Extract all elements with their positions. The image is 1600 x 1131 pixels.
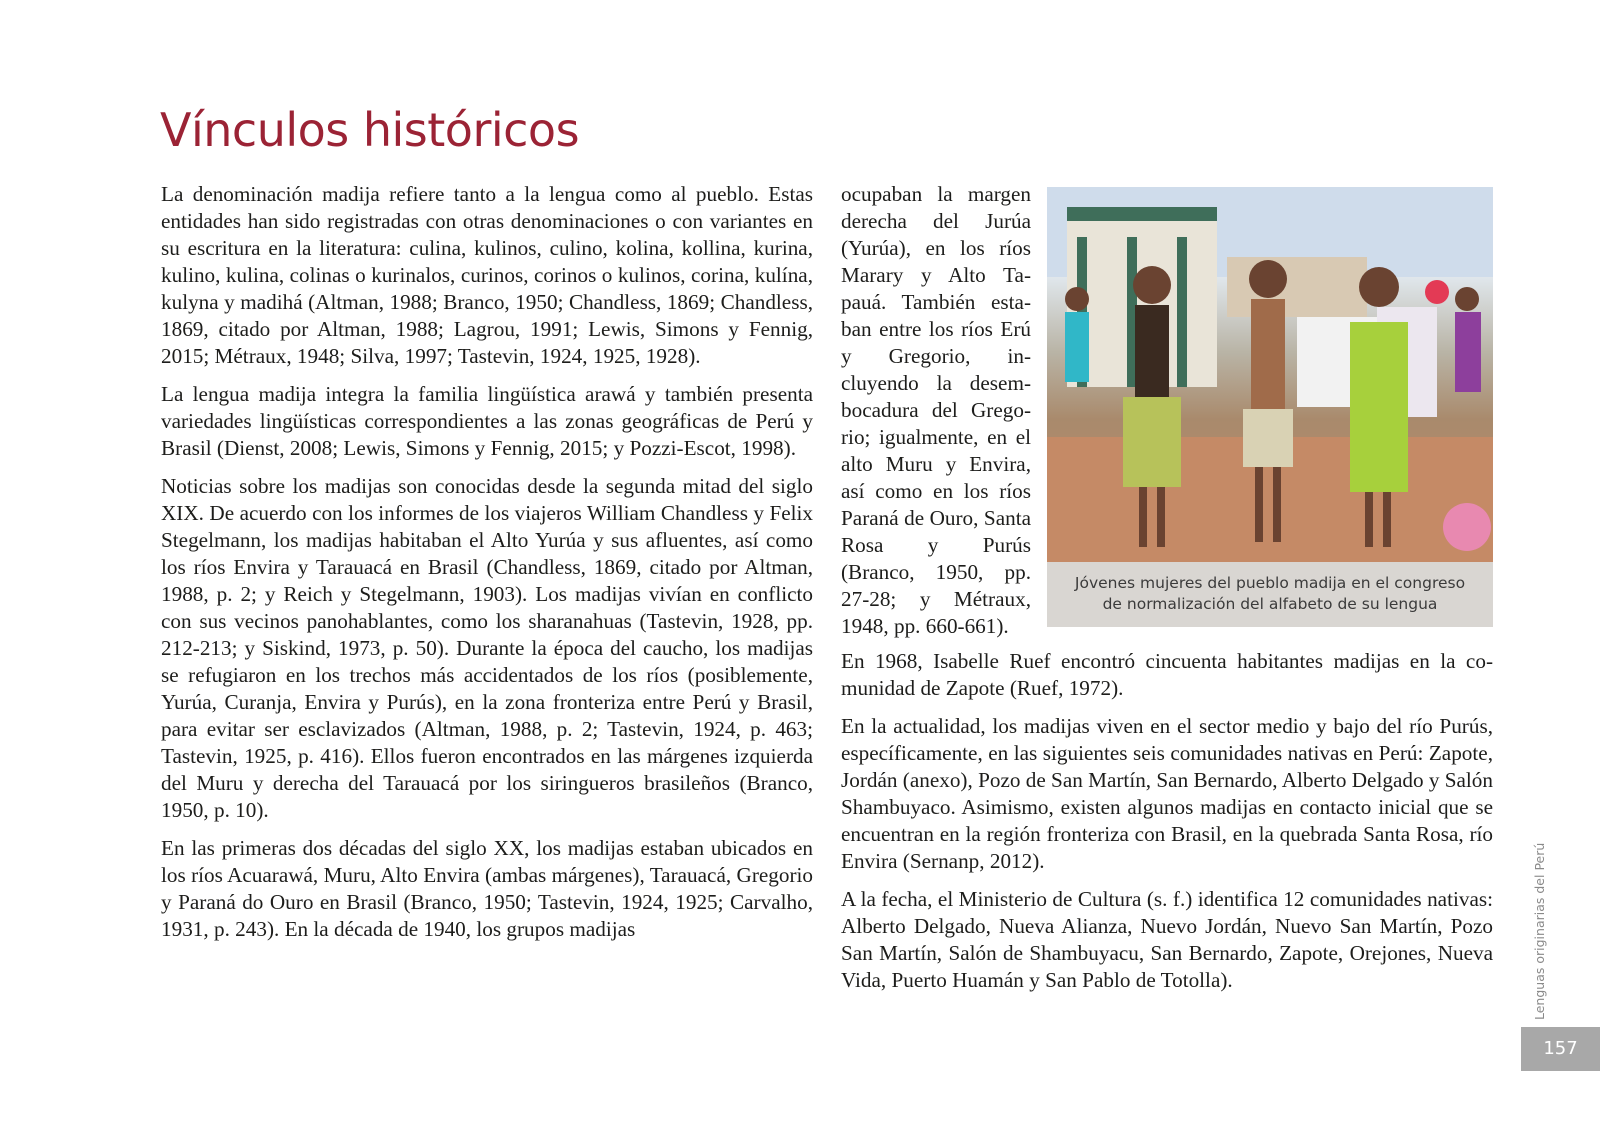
paragraph-primeras-decadas: En las primeras dos décadas del siglo XX, los madijas estaban ubicados en los ríos Acuarawá, Muru, Alto Envira (ambas márgenes), Tarauacá, Gregorio y Paraná do Ouro en Brasil (Branco, 1950; Tastevin, 1924, 1925; Carvalho, 1931, p. 243). En la década de 1940, los grupos madijas xyxy=(161,836,813,941)
right-text-column xyxy=(841,648,1493,1005)
paragraph-continuation: ocupaban la margen derecha del Jurúa (Yurúa), en los ríos Marary y Alto Tapauá. También estaban entre los ríos Erú y Gregorio, incluyendo la desembocadura del Gregorio; igualmente, en el alto Muru y Envira, así como en los ríos Paraná de Ouro, Santa Rosa y Purús (Branco, 1950, pp. 27-28; y Métraux, 1948, pp. 660-661). xyxy=(841,182,1031,638)
photo-figure xyxy=(1047,187,1493,627)
page-title: Vínculos históricos xyxy=(160,103,580,157)
caption-line-1: Jóvenes mujeres del pueblo madija en el congreso xyxy=(1074,574,1466,592)
paragraph-noticias: Noticias sobre los madijas son conocidas desde la segunda mitad del siglo XIX. De acuerdo con los informes de los viajeros William Chandless y Felix Stegelmann, los madijas habitaban el Alto Yurúa y sus afluentes, así como los ríos Envira y Tarauacá en Brasil (Chandless, 1869, citado por Altman, 1988, p. 2; y Reich y Stegelmann, 1903). Los madijas vivían en conflicto con sus vecinos panohablantes, como los sharanahuas (Tastevin, 1928, pp. 212-213; y Siskind, 1973, p. 50). Durante la época del caucho, los madijas se refugiaron en los trechos más accidentados de los ríos (posiblemente, Yurúa, Curanja, Envira y Purús), en la zona fronteriza entre Perú y Brasil, para evitar ser esclavizados (Altman, 1988, p. 2; Tastevin, 1924, p. 463; Tastevin, 1925, p. 416). Ellos fueron encontrados en las márgenes izquierda del Muru y derecha del Tarauacá por los siringueros brasileños (Branco, 1950, p. 10). xyxy=(161,474,813,822)
left-text-column xyxy=(161,181,813,954)
caption-line-2: de normalización del alfabeto de su lengua xyxy=(1102,595,1438,613)
photo-illustration xyxy=(1047,187,1493,562)
paragraph-denominacion: La denominación madija refiere tanto a la lengua como al pueblo. Estas entidades han sido registradas con otras denominaciones o con variantes en su escritura en la literatura: culina, kulinos, culino, kolina, kollina, kurina, kulino, kulina, colinas o kurinalos, curinos, corinos o kulinos, corina, kulína, kulyna y madihá (Altman, 1988; Branco, 1950; Chandless, 1869; Chandless, 1869, citado por Altman, 1988; Lagrou, 1991; Lewis, Simons y Fennig, 2015; Métraux, 1948; Silva, 1997; Tastevin, 1924, 1925, 1928). xyxy=(161,182,813,368)
narrow-text-column xyxy=(841,181,1031,651)
paragraph-ruef: En 1968, Isabelle Ruef encontró cincuenta habitantes madijas en la comunidad de Zapote (Ruef, 1972). xyxy=(841,649,1493,700)
photo-young-madija-women xyxy=(1047,187,1493,562)
page-number-badge: 157 xyxy=(1521,1027,1600,1071)
paragraph-actualidad: En la actualidad, los madijas viven en el sector medio y bajo del río Purús, específicamente, en las siguientes seis comunidades nativas en Perú: Zapote, Jordán (anexo), Pozo de San Martín, San Bernardo, Alberto Delgado y Salón Shambuyaco. Asimismo, existen algunos madijas en contacto inicial que se encuentran en la región fronteriza con Brasil, en la quebrada Santa Rosa, río Envira (Sernanp, 2012). xyxy=(841,714,1493,873)
running-header-vertical: Lenguas originarias del Perú xyxy=(1532,842,1547,1020)
paragraph-familia-linguistica: La lengua madija integra la familia lingüística arawá y también presenta variedades lingüísticas correspondientes a las zonas geográficas de Perú y Brasil (Dienst, 2008; Lewis, Simons y Fennig, 2015; y Pozzi-Escot, 1998). xyxy=(161,382,813,460)
paragraph-ministerio: A la fecha, el Ministerio de Cultura (s. f.) identifica 12 comunidades nativas: Alberto Delgado, Nueva Alianza, Nuevo Jordán, Nuevo San Martín, Pozo San Martín, Salón de Shambuyacu, San Bernardo, Zapote, Orejones, Nueva Vida, Puerto Huamán y San Pablo de Totolla). xyxy=(841,887,1493,992)
photo-caption xyxy=(1047,573,1493,615)
